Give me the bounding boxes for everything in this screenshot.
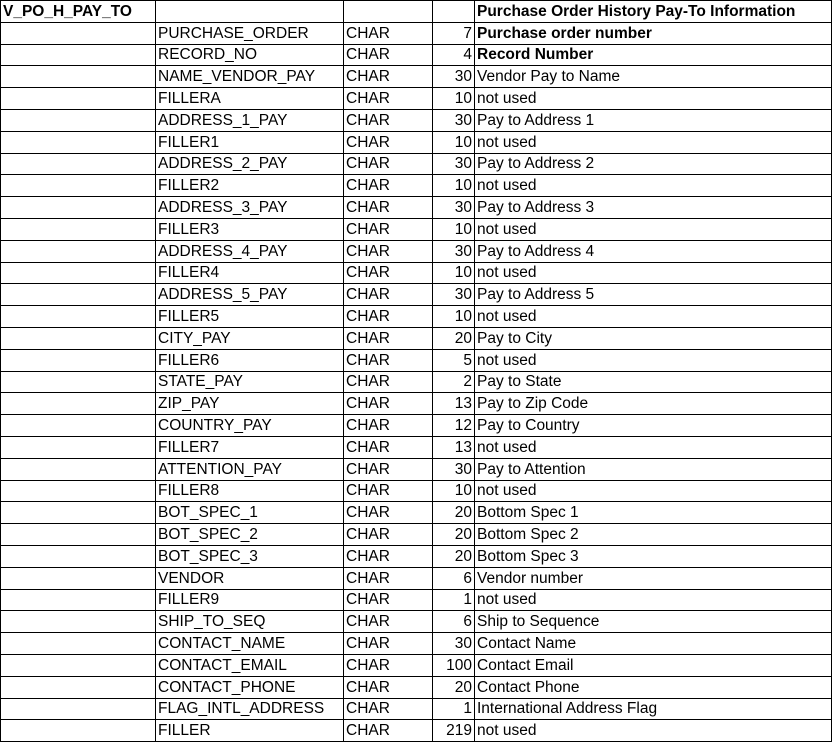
empty-cell[interactable] xyxy=(1,218,156,240)
table-row xyxy=(1,589,832,611)
field-type-cell[interactable]: CHAR xyxy=(344,415,433,437)
field-description-cell[interactable]: Record Number xyxy=(475,44,832,66)
field-length-cell[interactable]: 10 xyxy=(433,175,475,197)
table-row xyxy=(1,698,832,720)
field-length-cell[interactable]: 20 xyxy=(433,502,475,524)
field-description-cell[interactable]: Pay to Country xyxy=(475,415,832,437)
empty-cell[interactable] xyxy=(1,524,156,546)
field-name-cell[interactable]: FILLER7 xyxy=(156,436,344,458)
table-row xyxy=(1,349,832,371)
field-description-cell[interactable]: Contact Email xyxy=(475,654,832,676)
field-length-cell[interactable]: 20 xyxy=(433,676,475,698)
field-length-cell[interactable]: 4 xyxy=(433,44,475,66)
header-row xyxy=(1,1,832,23)
field-description-cell[interactable]: Pay to State xyxy=(475,371,832,393)
field-description-cell[interactable]: Pay to Address 1 xyxy=(475,109,832,131)
table-row xyxy=(1,676,832,698)
field-type-cell[interactable]: CHAR xyxy=(344,240,433,262)
field-type-cell[interactable]: CHAR xyxy=(344,88,433,110)
field-name-cell[interactable]: PURCHASE_ORDER xyxy=(156,22,344,44)
empty-cell[interactable] xyxy=(1,436,156,458)
field-length-cell[interactable]: 7 xyxy=(433,22,475,44)
field-type-cell[interactable]: CHAR xyxy=(344,567,433,589)
field-description-cell[interactable]: not used xyxy=(475,88,832,110)
table-row xyxy=(1,633,832,655)
field-name-cell[interactable]: BOT_SPEC_3 xyxy=(156,545,344,567)
field-description-cell[interactable]: not used xyxy=(475,720,832,742)
header-empty-cell[interactable] xyxy=(344,1,433,23)
empty-cell[interactable] xyxy=(1,153,156,175)
table-row xyxy=(1,502,832,524)
field-length-cell[interactable]: 10 xyxy=(433,306,475,328)
table-name[interactable]: V_PO_H_PAY_TO xyxy=(1,1,156,23)
empty-cell[interactable] xyxy=(1,720,156,742)
field-length-cell[interactable]: 30 xyxy=(433,197,475,219)
table-row xyxy=(1,22,832,44)
table-row xyxy=(1,66,832,88)
field-description-cell[interactable]: not used xyxy=(475,349,832,371)
table-row xyxy=(1,327,832,349)
empty-cell[interactable] xyxy=(1,175,156,197)
field-name-cell[interactable]: RECORD_NO xyxy=(156,44,344,66)
field-name-cell[interactable]: ADDRESS_3_PAY xyxy=(156,197,344,219)
empty-cell[interactable] xyxy=(1,284,156,306)
empty-cell[interactable] xyxy=(1,66,156,88)
field-length-cell[interactable]: 30 xyxy=(433,109,475,131)
field-name-cell[interactable]: ADDRESS_2_PAY xyxy=(156,153,344,175)
table-row xyxy=(1,567,832,589)
table-row xyxy=(1,611,832,633)
header-empty-cell[interactable] xyxy=(156,1,344,23)
field-length-cell[interactable]: 30 xyxy=(433,66,475,88)
table-row xyxy=(1,218,832,240)
field-length-cell[interactable]: 20 xyxy=(433,545,475,567)
table-row xyxy=(1,436,832,458)
field-name-cell[interactable]: FILLER8 xyxy=(156,480,344,502)
field-type-cell[interactable]: CHAR xyxy=(344,611,433,633)
field-name-cell[interactable]: ADDRESS_4_PAY xyxy=(156,240,344,262)
field-description-cell[interactable]: not used xyxy=(475,589,832,611)
field-length-cell[interactable]: 30 xyxy=(433,633,475,655)
table-row xyxy=(1,524,832,546)
field-type-cell[interactable]: CHAR xyxy=(344,109,433,131)
table-row xyxy=(1,240,832,262)
field-name-cell[interactable]: STATE_PAY xyxy=(156,371,344,393)
field-length-cell[interactable]: 10 xyxy=(433,262,475,284)
table-row xyxy=(1,545,832,567)
field-description-cell[interactable]: Contact Phone xyxy=(475,676,832,698)
field-type-cell[interactable]: CHAR xyxy=(344,371,433,393)
empty-cell[interactable] xyxy=(1,88,156,110)
field-type-cell[interactable]: CHAR xyxy=(344,349,433,371)
field-description-cell[interactable]: Bottom Spec 3 xyxy=(475,545,832,567)
field-name-cell[interactable]: BOT_SPEC_2 xyxy=(156,524,344,546)
field-name-cell[interactable]: CONTACT_EMAIL xyxy=(156,654,344,676)
field-name-cell[interactable]: FILLER4 xyxy=(156,262,344,284)
field-name-cell[interactable]: VENDOR xyxy=(156,567,344,589)
field-description-cell[interactable]: not used xyxy=(475,218,832,240)
empty-cell[interactable] xyxy=(1,327,156,349)
field-type-cell[interactable]: CHAR xyxy=(344,22,433,44)
table-description[interactable]: Purchase Order History Pay-To Information xyxy=(475,1,832,23)
empty-cell[interactable] xyxy=(1,480,156,502)
empty-cell[interactable] xyxy=(1,654,156,676)
empty-cell[interactable] xyxy=(1,197,156,219)
table-row xyxy=(1,415,832,437)
field-type-cell[interactable]: CHAR xyxy=(344,262,433,284)
field-description-cell[interactable]: not used xyxy=(475,436,832,458)
table-row xyxy=(1,393,832,415)
field-length-cell[interactable]: 10 xyxy=(433,88,475,110)
field-name-cell[interactable]: SHIP_TO_SEQ xyxy=(156,611,344,633)
empty-cell[interactable] xyxy=(1,371,156,393)
field-name-cell[interactable]: FILLER xyxy=(156,720,344,742)
field-name-cell[interactable]: CONTACT_NAME xyxy=(156,633,344,655)
field-description-cell[interactable]: Pay to City xyxy=(475,327,832,349)
empty-cell[interactable] xyxy=(1,676,156,698)
field-type-cell[interactable]: CHAR xyxy=(344,545,433,567)
field-description-cell[interactable]: Vendor Pay to Name xyxy=(475,66,832,88)
field-name-cell[interactable]: COUNTRY_PAY xyxy=(156,415,344,437)
table-row xyxy=(1,371,832,393)
field-description-cell[interactable]: Pay to Address 2 xyxy=(475,153,832,175)
field-description-cell[interactable]: not used xyxy=(475,262,832,284)
field-description-cell[interactable]: not used xyxy=(475,480,832,502)
table-row xyxy=(1,153,832,175)
field-name-cell[interactable]: NAME_VENDOR_PAY xyxy=(156,66,344,88)
table-body xyxy=(1,1,832,742)
table-row xyxy=(1,131,832,153)
table-row xyxy=(1,720,832,742)
field-name-cell[interactable]: FLAG_INTL_ADDRESS xyxy=(156,698,344,720)
field-type-cell[interactable]: CHAR xyxy=(344,327,433,349)
field-description-cell[interactable]: Pay to Address 5 xyxy=(475,284,832,306)
empty-cell[interactable] xyxy=(1,589,156,611)
empty-cell[interactable] xyxy=(1,545,156,567)
field-length-cell[interactable]: 13 xyxy=(433,436,475,458)
field-description-cell[interactable]: Pay to Address 3 xyxy=(475,197,832,219)
empty-cell[interactable] xyxy=(1,44,156,66)
field-name-cell[interactable]: ADDRESS_1_PAY xyxy=(156,109,344,131)
field-length-cell[interactable]: 20 xyxy=(433,327,475,349)
field-name-cell[interactable]: ADDRESS_5_PAY xyxy=(156,284,344,306)
field-type-cell[interactable]: CHAR xyxy=(344,306,433,328)
table-row xyxy=(1,262,832,284)
table-row xyxy=(1,175,832,197)
empty-cell[interactable] xyxy=(1,22,156,44)
field-description-cell[interactable]: Contact Name xyxy=(475,633,832,655)
field-length-cell[interactable]: 10 xyxy=(433,131,475,153)
field-description-cell[interactable]: Bottom Spec 2 xyxy=(475,524,832,546)
field-description-cell[interactable]: Pay to Zip Code xyxy=(475,393,832,415)
table-row xyxy=(1,109,832,131)
field-length-cell[interactable]: 1 xyxy=(433,698,475,720)
field-type-cell[interactable]: CHAR xyxy=(344,633,433,655)
field-type-cell[interactable]: CHAR xyxy=(344,654,433,676)
field-type-cell[interactable]: CHAR xyxy=(344,175,433,197)
field-type-cell[interactable]: CHAR xyxy=(344,284,433,306)
field-description-cell[interactable]: Purchase order number xyxy=(475,22,832,44)
field-length-cell[interactable]: 10 xyxy=(433,218,475,240)
field-description-cell[interactable]: Vendor number xyxy=(475,567,832,589)
field-name-cell[interactable]: FILLER9 xyxy=(156,589,344,611)
field-length-cell[interactable]: 100 xyxy=(433,654,475,676)
field-name-cell[interactable]: FILLER3 xyxy=(156,218,344,240)
table-row xyxy=(1,306,832,328)
empty-cell[interactable] xyxy=(1,567,156,589)
table-row xyxy=(1,480,832,502)
field-name-cell[interactable]: ZIP_PAY xyxy=(156,393,344,415)
empty-cell[interactable] xyxy=(1,458,156,480)
empty-cell[interactable] xyxy=(1,415,156,437)
field-name-cell[interactable]: BOT_SPEC_1 xyxy=(156,502,344,524)
field-type-cell[interactable]: CHAR xyxy=(344,66,433,88)
field-name-cell[interactable]: FILLER2 xyxy=(156,175,344,197)
field-type-cell[interactable]: CHAR xyxy=(344,720,433,742)
table-row xyxy=(1,284,832,306)
field-type-cell[interactable]: CHAR xyxy=(344,197,433,219)
empty-cell[interactable] xyxy=(1,131,156,153)
header-empty-cell[interactable] xyxy=(433,1,475,23)
field-description-cell[interactable]: not used xyxy=(475,175,832,197)
empty-cell[interactable] xyxy=(1,262,156,284)
field-length-cell[interactable]: 6 xyxy=(433,611,475,633)
empty-cell[interactable] xyxy=(1,306,156,328)
empty-cell[interactable] xyxy=(1,611,156,633)
table-row xyxy=(1,458,832,480)
field-description-cell[interactable]: Bottom Spec 1 xyxy=(475,502,832,524)
field-type-cell[interactable]: CHAR xyxy=(344,218,433,240)
field-length-cell[interactable]: 12 xyxy=(433,415,475,437)
field-length-cell[interactable]: 2 xyxy=(433,371,475,393)
field-type-cell[interactable]: CHAR xyxy=(344,502,433,524)
field-description-cell[interactable]: Pay to Address 4 xyxy=(475,240,832,262)
field-description-cell[interactable]: not used xyxy=(475,306,832,328)
field-type-cell[interactable]: CHAR xyxy=(344,458,433,480)
field-type-cell[interactable]: CHAR xyxy=(344,480,433,502)
table-row xyxy=(1,88,832,110)
field-length-cell[interactable]: 6 xyxy=(433,567,475,589)
table-row xyxy=(1,654,832,676)
field-description-cell[interactable]: Ship to Sequence xyxy=(475,611,832,633)
empty-cell[interactable] xyxy=(1,240,156,262)
field-description-cell[interactable]: International Address Flag xyxy=(475,698,832,720)
empty-cell[interactable] xyxy=(1,109,156,131)
field-name-cell[interactable]: FILLER6 xyxy=(156,349,344,371)
field-description-cell[interactable]: not used xyxy=(475,131,832,153)
field-description-cell[interactable]: Pay to Attention xyxy=(475,458,832,480)
field-name-cell[interactable]: ATTENTION_PAY xyxy=(156,458,344,480)
field-name-cell[interactable]: CITY_PAY xyxy=(156,327,344,349)
field-length-cell[interactable]: 30 xyxy=(433,458,475,480)
empty-cell[interactable] xyxy=(1,349,156,371)
field-length-cell[interactable]: 219 xyxy=(433,720,475,742)
table-row xyxy=(1,197,832,219)
field-length-cell[interactable]: 5 xyxy=(433,349,475,371)
field-type-cell[interactable]: CHAR xyxy=(344,589,433,611)
empty-cell[interactable] xyxy=(1,698,156,720)
field-type-cell[interactable]: CHAR xyxy=(344,676,433,698)
field-type-cell[interactable]: CHAR xyxy=(344,524,433,546)
field-length-cell[interactable]: 30 xyxy=(433,153,475,175)
field-length-cell[interactable]: 13 xyxy=(433,393,475,415)
field-type-cell[interactable]: CHAR xyxy=(344,153,433,175)
field-length-cell[interactable]: 30 xyxy=(433,240,475,262)
field-length-cell[interactable]: 20 xyxy=(433,524,475,546)
field-name-cell[interactable]: FILLERA xyxy=(156,88,344,110)
table-row xyxy=(1,44,832,66)
field-type-cell[interactable]: CHAR xyxy=(344,698,433,720)
field-type-cell[interactable]: CHAR xyxy=(344,44,433,66)
field-name-cell[interactable]: FILLER5 xyxy=(156,306,344,328)
field-type-cell[interactable]: CHAR xyxy=(344,393,433,415)
empty-cell[interactable] xyxy=(1,633,156,655)
field-length-cell[interactable]: 10 xyxy=(433,480,475,502)
field-length-cell[interactable]: 30 xyxy=(433,284,475,306)
field-type-cell[interactable]: CHAR xyxy=(344,131,433,153)
empty-cell[interactable] xyxy=(1,502,156,524)
empty-cell[interactable] xyxy=(1,393,156,415)
field-length-cell[interactable]: 1 xyxy=(433,589,475,611)
field-name-cell[interactable]: CONTACT_PHONE xyxy=(156,676,344,698)
field-name-cell[interactable]: FILLER1 xyxy=(156,131,344,153)
field-type-cell[interactable]: CHAR xyxy=(344,436,433,458)
